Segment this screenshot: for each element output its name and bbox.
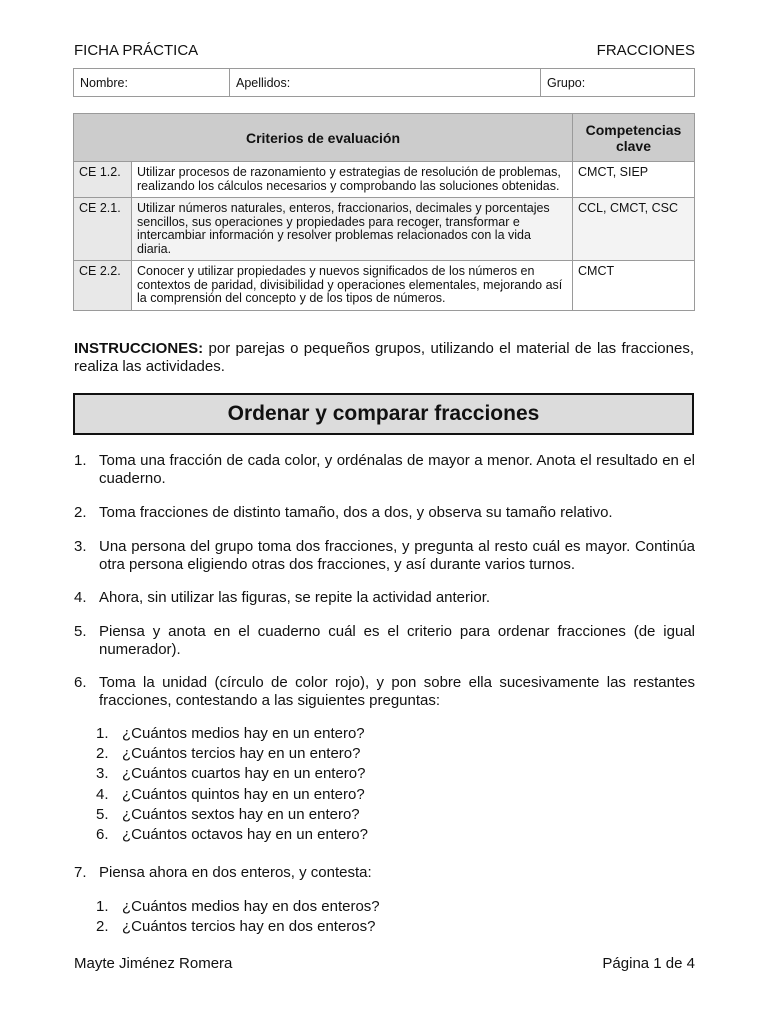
list-item [74,674,695,709]
list-item [74,538,695,573]
question-text: ¿Cuántos cuartos hay en un entero? [122,765,366,782]
list-item [96,745,596,763]
student-info-table [73,68,695,97]
activity-text: Piensa y anota en el cuaderno cuál es el criterio para ordenar fracciones (de igual numerador). [99,623,695,658]
footer-author: Mayte Jiménez Romera [74,955,233,972]
criterion-description: Utilizar números naturales, enteros, fraccionarios, decimales y porcentajes sencillos, sus operaciones y propiedades para recoger, transformar e intercambiar información y resolver problemas relacionados con la vida diaria. [132,198,573,261]
list-item [74,589,695,607]
activity-number: 6. [74,674,87,691]
criterion-competences: CMCT, SIEP [573,162,695,198]
competences-header: Competencias clave [573,114,695,162]
question-text: ¿Cuántos quintos hay en un entero? [122,786,365,803]
footer-page-number: Página 1 de 4 [602,955,695,972]
list-item [96,806,596,824]
question-number: 1. [96,898,109,915]
activity-number: 1. [74,452,87,469]
instructions-label: INSTRUCCIONES: [74,340,204,357]
table-row [74,198,695,261]
activity-number: 5. [74,623,87,640]
activity-number: 7. [74,864,87,881]
criterion-description: Conocer y utilizar propiedades y nuevos significados de los números en contextos de paridad, divisibilidad y operaciones elementales, mejorando así la comprensión del concepto y de los tipos de números. [132,261,573,311]
group-field[interactable]: Grupo: [541,69,695,97]
activity-number: 3. [74,538,87,555]
table-row [74,261,695,311]
instructions-paragraph [74,340,694,376]
activity-text: Una persona del grupo toma dos fracciones, y pregunta al resto cuál es mayor. Continúa otra persona eligiendo otras dos fracciones, y así durante varios turnos. [99,538,695,573]
question-text: ¿Cuántos octavos hay en un entero? [122,826,368,843]
activity-text: Ahora, sin utilizar las figuras, se repite la actividad anterior. [99,589,491,606]
list-item [96,826,596,844]
list-item [96,918,596,936]
list-item [96,898,596,916]
section-title: Ordenar y comparar fracciones [73,393,694,435]
criterion-code: CE 2.2. [74,261,132,311]
question-number: 1. [96,725,109,742]
list-item [74,864,695,882]
activity-text: Toma la unidad (círculo de color rojo), y pon sobre ella sucesivamente las restantes fracciones, contestando a las siguientes preguntas: [99,674,695,709]
list-item [74,452,695,487]
list-item [96,765,596,783]
question-text: ¿Cuántos tercios hay en dos enteros? [122,918,376,935]
name-field[interactable]: Nombre: [74,69,230,97]
question-text: ¿Cuántos medios hay en dos enteros? [122,898,380,915]
question-text: ¿Cuántos sextos hay en un entero? [122,806,360,823]
table-row [74,162,695,198]
question-number: 4. [96,786,109,803]
criteria-table [73,113,695,311]
activity-number: 2. [74,504,87,521]
criterion-competences: CMCT [573,261,695,311]
criterion-competences: CCL, CMCT, CSC [573,198,695,261]
criteria-header: Criterios de evaluación [74,114,573,162]
header-topic: FRACCIONES [596,42,695,59]
list-item [96,786,596,804]
criterion-description: Utilizar procesos de razonamiento y estrategias de resolución de problemas, realizando los cálculos necesarios y comprobando las soluciones obtenidas. [132,162,573,198]
question-text: ¿Cuántos medios hay en un entero? [122,725,365,742]
activity-text: Piensa ahora en dos enteros, y contesta: [99,864,372,881]
question-text: ¿Cuántos tercios hay en un entero? [122,745,361,762]
instructions-text: por parejas o pequeños grupos, utilizando el material de las fracciones, realiza las actividades. [74,340,694,375]
activity-number: 4. [74,589,87,606]
activity-text: Toma fracciones de distinto tamaño, dos a dos, y observa su tamaño relativo. [99,504,613,521]
question-number: 3. [96,765,109,782]
question-number: 5. [96,806,109,823]
question-number: 2. [96,918,109,935]
list-item [74,504,695,522]
list-item [74,623,695,658]
surname-field[interactable]: Apellidos: [230,69,541,97]
header-doc-type: FICHA PRÁCTICA [74,42,199,59]
criterion-code: CE 1.2. [74,162,132,198]
criterion-code: CE 2.1. [74,198,132,261]
question-number: 2. [96,745,109,762]
list-item [96,725,596,743]
activity-text: Toma una fracción de cada color, y ordénalas de mayor a menor. Anota el resultado en el cuaderno. [99,452,695,487]
question-number: 6. [96,826,109,843]
